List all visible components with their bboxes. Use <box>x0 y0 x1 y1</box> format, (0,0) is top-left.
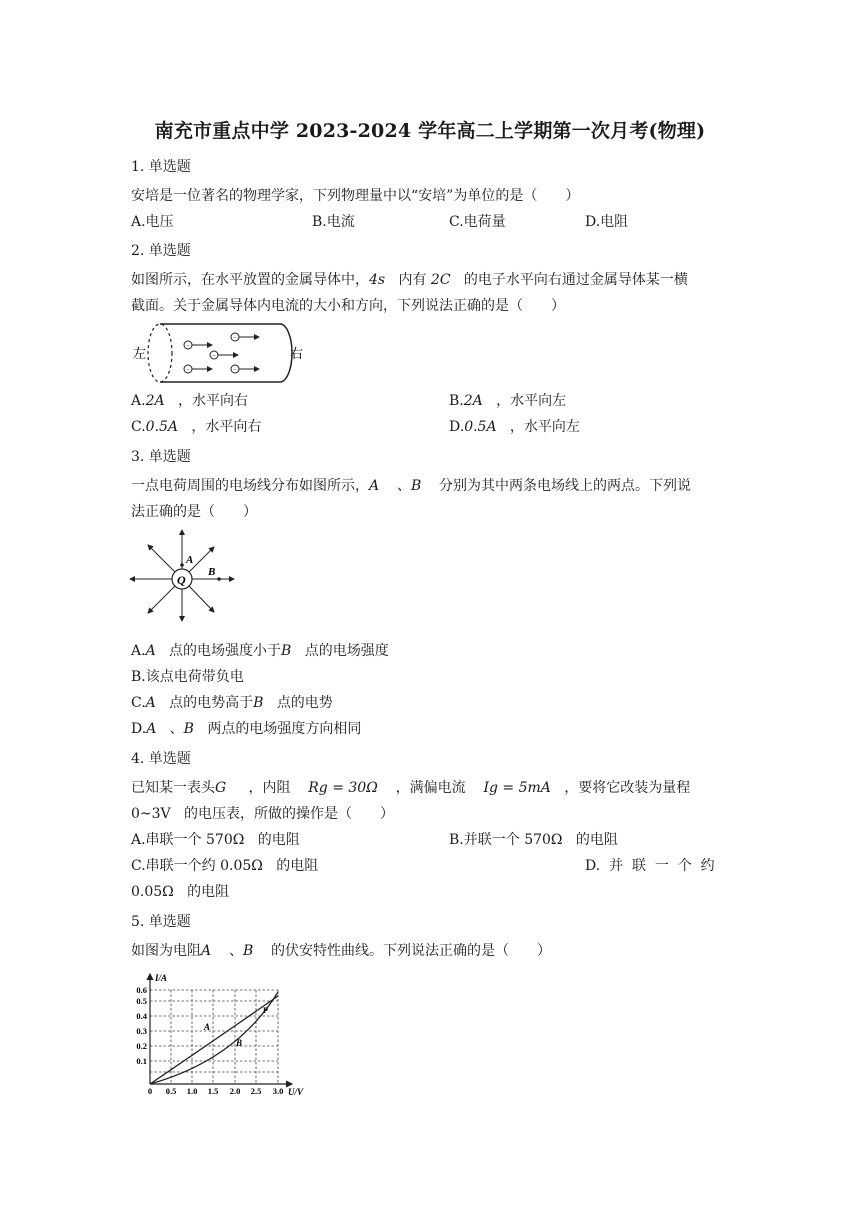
x-axis-label: U/V <box>288 1087 304 1096</box>
question-2-option-a <box>131 391 248 411</box>
option-letter: C. <box>131 695 146 711</box>
option-value: 2A <box>145 393 165 409</box>
option-text: C.串联一个约 <box>131 858 216 874</box>
iv-characteristic-chart <box>126 968 326 1096</box>
option-value: 0.5A <box>145 419 179 435</box>
question-4-stem-line1 <box>131 778 690 798</box>
option-letter: B. <box>449 393 464 409</box>
electron-signs <box>186 334 237 374</box>
question-1-option-b: B.电流 <box>312 214 355 230</box>
stem-text: 如图为电阻 <box>131 943 201 959</box>
y-axis-label: I/A <box>155 973 168 983</box>
point-b <box>217 577 221 581</box>
svg-text:−: − <box>233 366 237 374</box>
option-text: 、 <box>169 721 184 737</box>
question-2-stem-b: 内有 <box>398 272 427 288</box>
option-point: B <box>183 721 194 737</box>
resistor-a-ref: A <box>201 943 212 959</box>
x-tick-label: 1.5 <box>207 1086 219 1096</box>
stem-text: 的伏安特性曲线。下列说法正确的是（ ） <box>271 943 552 959</box>
x-tick-label: 0.5 <box>165 1086 177 1096</box>
question-2-option-d <box>449 417 580 437</box>
question-2-option-b <box>449 391 566 411</box>
left-label: 左 <box>133 346 147 361</box>
y-tick-labels <box>136 985 147 1066</box>
curve-a <box>150 996 278 1084</box>
option-letter: D. <box>131 721 147 737</box>
option-point: B <box>253 695 264 711</box>
option-value: 570Ω <box>524 832 563 848</box>
option-point: A <box>146 721 157 737</box>
question-5-header: 5. 单选题 <box>131 914 191 930</box>
option-letter: A. <box>131 393 146 409</box>
field-line-figure <box>128 528 238 623</box>
y-tick-label: 0.6 <box>136 985 147 995</box>
option-text: 点的电势高于 <box>169 695 254 711</box>
question-3-option-d <box>131 719 361 739</box>
question-1-stem: 安培是一位著名的物理学家，下列物理量中以“安培”为单位的是（ ） <box>131 188 580 204</box>
option-text: 点的电场强度 <box>304 643 389 659</box>
question-3-option-a <box>131 641 389 661</box>
option-point: A <box>145 643 156 659</box>
question-3-option-b: B.该点电荷带负电 <box>131 669 244 685</box>
option-text: 的电阻 <box>187 884 230 900</box>
option-text: ，水平向右 <box>177 393 248 409</box>
option-text: ，水平向左 <box>509 419 580 435</box>
stem-text: ，满偏电流 <box>395 780 466 796</box>
stem-text: 的电压表，所做的操作是（ ） <box>184 806 395 822</box>
stem-text: ，内阻 <box>248 780 291 796</box>
y-tick-label: 0.5 <box>136 996 147 1006</box>
question-3-option-c <box>131 693 333 713</box>
option-text: 的电阻 <box>257 832 300 848</box>
question-3-stem-a: 一点电荷周围的电场线分布如图所示， <box>131 478 369 494</box>
grid <box>150 990 278 1084</box>
full-scale-current: Ig = 5mA <box>483 780 551 796</box>
x-tick-label: 2.5 <box>250 1086 262 1096</box>
question-2-option-c <box>131 417 261 437</box>
question-2-stem-a: 如图所示，在水平放置的金属导体中， <box>131 272 369 288</box>
option-point: B <box>281 643 292 659</box>
question-3-stem-b: 分别为其中两条电场线上的两点。下列说 <box>439 478 692 494</box>
question-2-charge: 2C <box>430 272 451 288</box>
x-tick-label: 3.0 <box>272 1086 284 1096</box>
option-point: A <box>145 695 156 711</box>
right-label: 右 <box>290 346 304 361</box>
question-4-option-d-label: D. 并 联 一 个 约 <box>585 858 715 874</box>
option-text: ，水平向左 <box>496 393 567 409</box>
x-tick-label: 2.0 <box>229 1086 241 1096</box>
option-text: 的电阻 <box>575 832 618 848</box>
option-value: 0.05Ω <box>220 858 263 874</box>
question-4-header: 4. 单选题 <box>131 751 191 767</box>
internal-resistance: Rg = 30Ω <box>308 780 378 796</box>
curve-b-label: B <box>236 1038 243 1048</box>
option-letter: D. <box>449 419 465 435</box>
question-1-option-d: D.电阻 <box>585 214 629 230</box>
resistor-b-ref: B <box>242 943 254 959</box>
option-value: 570Ω <box>206 832 245 848</box>
x-tick-label: 0 <box>147 1086 153 1096</box>
question-3-stem-line1 <box>131 476 691 496</box>
electrons <box>184 333 259 373</box>
question-3-header: 3. 单选题 <box>131 449 191 465</box>
galvanometer-symbol: G <box>215 780 227 796</box>
x-tick-labels <box>148 1086 283 1096</box>
option-letter: C. <box>131 419 146 435</box>
question-2-stem-line1 <box>131 270 688 290</box>
option-value: 0.5A <box>464 419 497 435</box>
question-2-time: 4s <box>369 272 386 288</box>
option-text: 两点的电场强度方向相同 <box>207 721 362 737</box>
option-text: ，水平向右 <box>191 419 262 435</box>
point-a-label: A <box>186 554 194 566</box>
page-title: 南充市重点中学 2023-2024 学年高二上学期第一次月考(物理) <box>154 120 706 142</box>
question-1-header: 1. 单选题 <box>131 159 191 175</box>
stem-text: 已知某一表头 <box>131 780 215 796</box>
curve-a-label: A <box>204 1022 211 1032</box>
stem-text: ，要将它改装为量程 <box>564 780 691 796</box>
question-1-option-a: A.电压 <box>131 214 174 230</box>
option-text: 的电阻 <box>276 858 319 874</box>
y-tick-label: 0.3 <box>136 1026 147 1036</box>
option-text: 点的电场强度小于 <box>169 643 282 659</box>
question-3-stem-line2: 法正确的是（ ） <box>131 504 257 520</box>
question-4-stem-line2 <box>131 804 394 824</box>
charge-label: Q <box>177 573 186 587</box>
question-2-header: 2. 单选题 <box>131 243 191 259</box>
option-text: A.串联一个 <box>131 832 202 848</box>
option-text: 点的电势 <box>276 695 333 711</box>
question-2-stem-line2: 截面。关于金属导体内电流的大小和方向，下列说法正确的是（ ） <box>131 298 565 314</box>
y-tick-label: 0.4 <box>136 1011 147 1021</box>
voltage-range: 0~3V <box>131 806 171 822</box>
separator: 、 <box>396 478 411 494</box>
option-text: B.并联一个 <box>449 832 520 848</box>
svg-text:−: − <box>233 334 237 342</box>
point-a-ref: A <box>369 478 380 494</box>
option-value: 2A <box>463 393 483 409</box>
point-p-label: P <box>263 1006 268 1015</box>
point-b-label: B <box>208 566 216 578</box>
svg-text:−: − <box>212 352 216 360</box>
conductor-outline <box>160 324 292 382</box>
question-5-stem <box>131 941 551 961</box>
separator: 、 <box>228 943 243 959</box>
question-1-option-c: C.电荷量 <box>449 214 506 230</box>
question-4-option-d <box>131 882 229 902</box>
point-a <box>180 563 184 567</box>
conductor-figure <box>130 320 310 386</box>
question-2-stem-c: 的电子水平向右通过金属导体某一横 <box>463 272 688 288</box>
svg-text:−: − <box>186 342 190 350</box>
question-4-option-a <box>131 830 300 850</box>
question-4-option-b <box>449 830 618 850</box>
x-tick-label: 1.0 <box>186 1086 198 1096</box>
cross-section <box>148 324 172 382</box>
y-tick-label: 0.1 <box>136 1056 147 1066</box>
svg-text:−: − <box>186 366 190 374</box>
question-4-option-c <box>131 856 318 876</box>
point-b-ref: B <box>410 478 422 494</box>
option-value: 0.05Ω <box>131 884 174 900</box>
option-letter: A. <box>131 643 146 659</box>
y-tick-label: 0.2 <box>136 1041 147 1051</box>
